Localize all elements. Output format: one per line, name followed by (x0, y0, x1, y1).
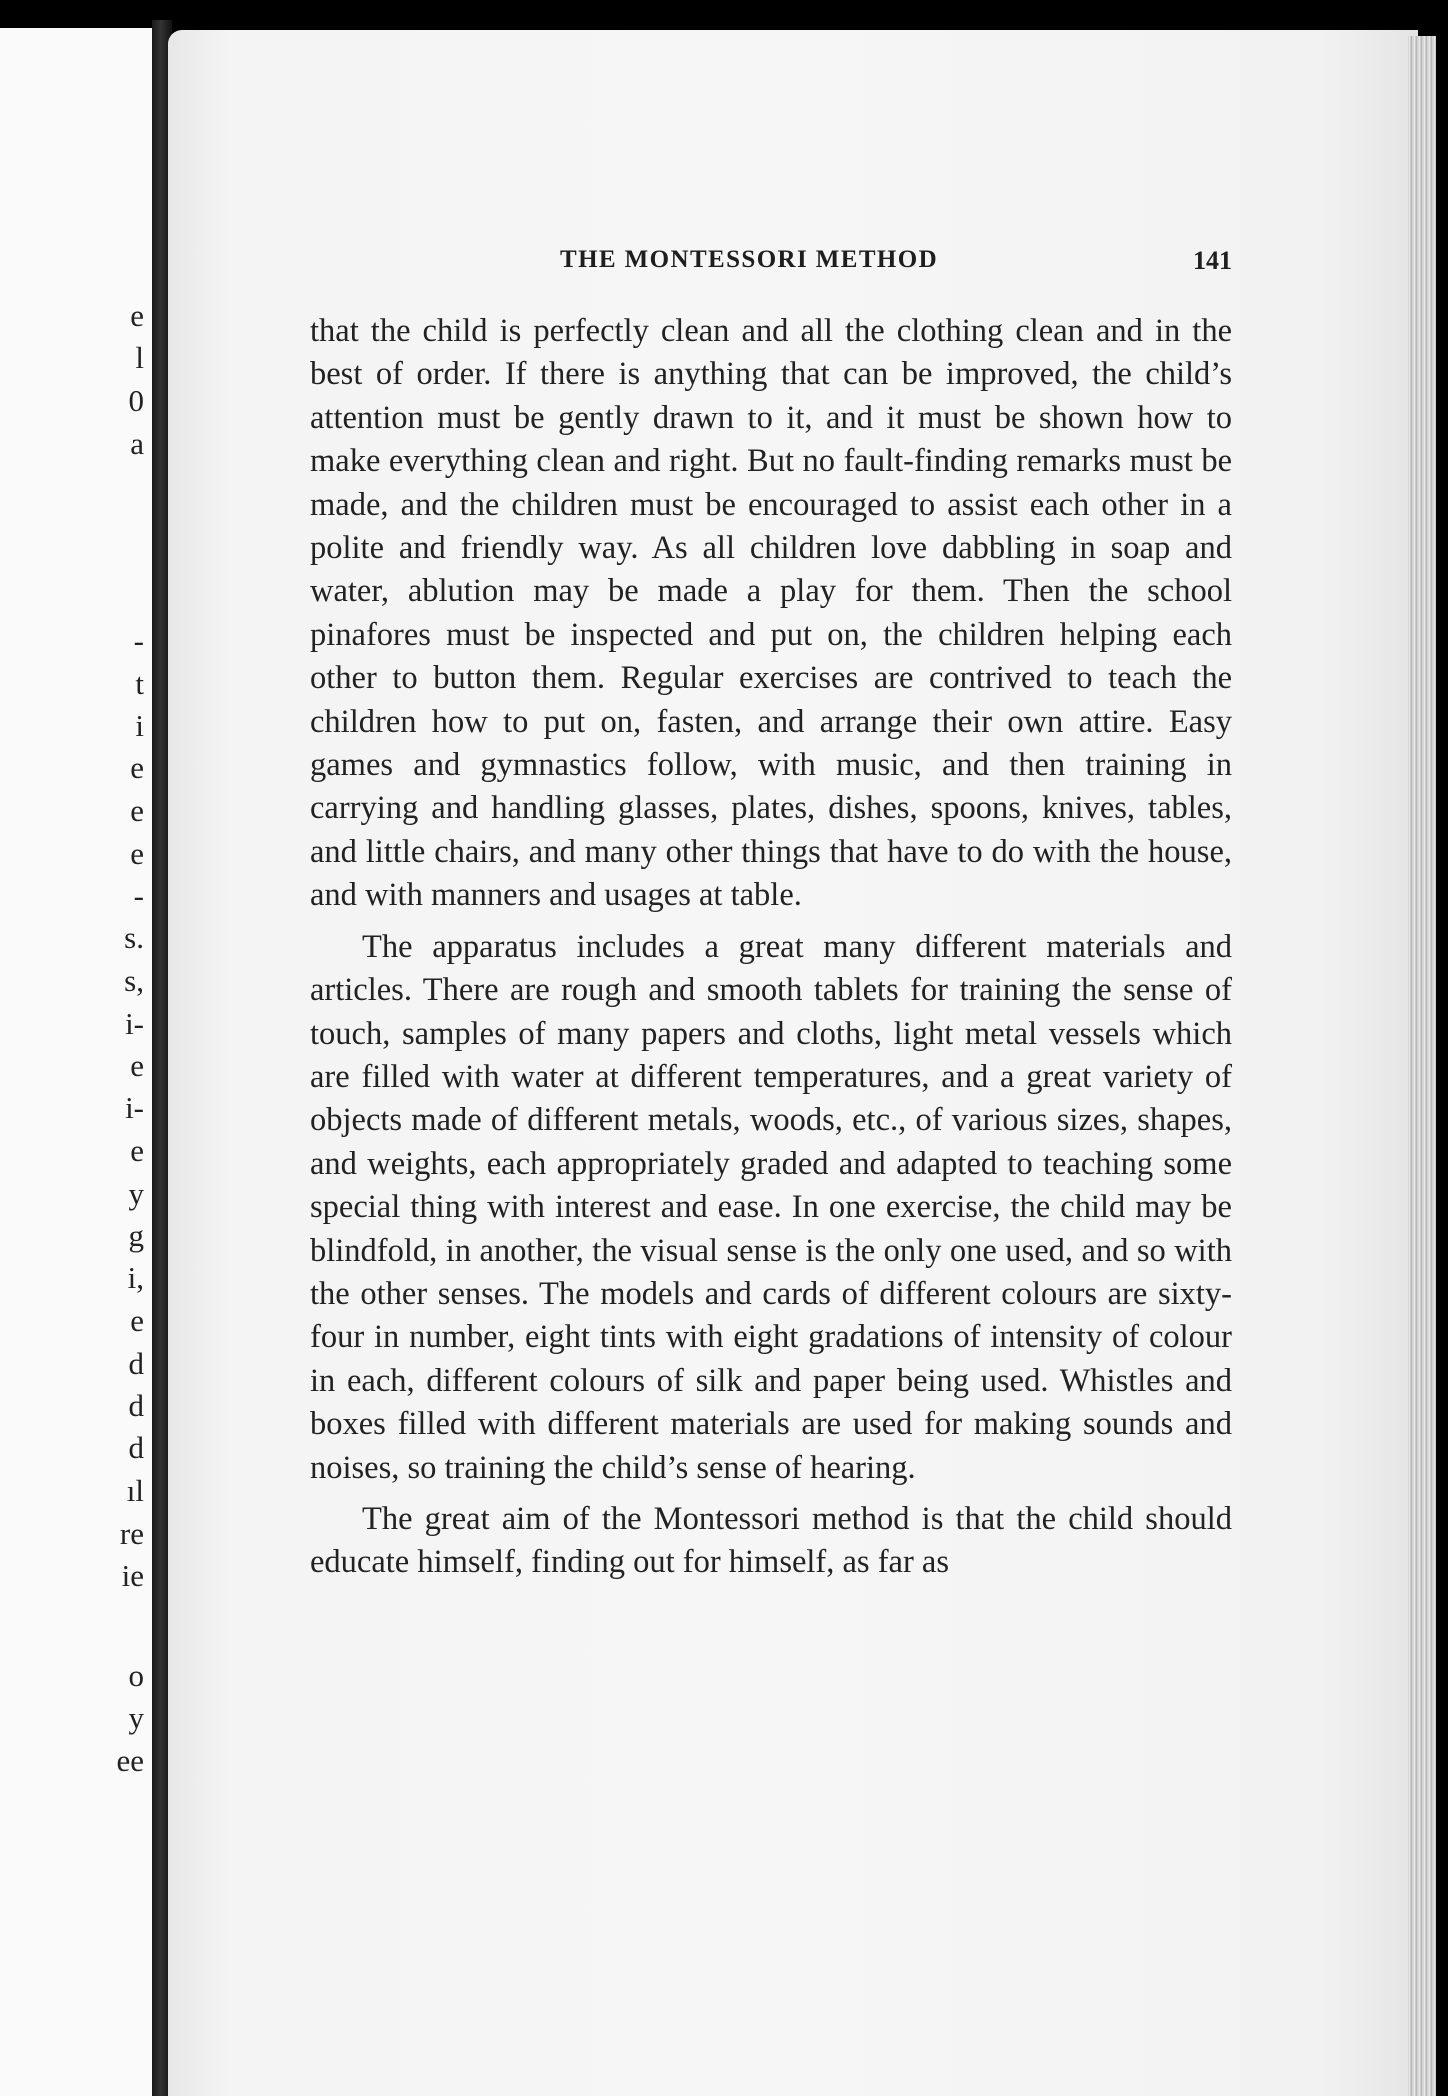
left-page-fragment: ıl (126, 1473, 144, 1508)
left-page-fragment: s. (124, 920, 144, 955)
left-page-fragment: e (130, 836, 144, 871)
left-page-fragment: re (119, 1516, 144, 1551)
left-page-fragment: d (128, 1346, 144, 1381)
left-page-fragment: - (133, 878, 144, 913)
left-page-fragment: i, (127, 1260, 144, 1295)
left-page-fragment: e (130, 793, 144, 828)
body-text (310, 310, 1232, 1585)
left-page-fragment: s, (124, 963, 144, 998)
left-page-fragment: d (128, 1388, 144, 1423)
left-page-fragment: t (135, 666, 144, 701)
left-page-fragment: ee (116, 1743, 144, 1778)
left-page-fragment: i- (125, 1090, 144, 1125)
left-page-fragment: e (130, 1303, 144, 1338)
left-page-fragment: e (130, 750, 144, 785)
paragraph: that the child is perfectly clean and all the clothing clean and in the best of order. If there is anything that can be improved, the child’s attention must be gently drawn to it, and it must be shown how to make everything clean and right. But no fault-finding remarks must be made, and the children must be encouraged to assist each other in a polite and friendly way. As all children love dabbling in soap and water, ablution may be made a play for them. Then the school pinafores must be inspected and put on, the children helping each other to button them. Regular exercises are contrived to teach the children how to put on, fasten, and arrange their own attire. Easy games and gymnastics follow, with music, and then training in carrying and handling glasses, plates, dishes, spoons, knives, tables, and little chairs, and many other things that have to do with the house, and with manners and usages at table. (310, 313, 1232, 914)
left-page-fragment: i- (125, 1006, 144, 1041)
left-page-fragment: ie (121, 1558, 144, 1593)
left-page-fragment: e (130, 1133, 144, 1168)
page-header (560, 246, 1232, 286)
left-page-fragment: e (130, 298, 144, 333)
running-head: THE MONTESSORI METHOD (560, 246, 939, 273)
left-page-fragment: e (130, 1048, 144, 1083)
page-number: 141 (1193, 246, 1232, 275)
left-page-fragment: a (130, 426, 144, 461)
left-page-fragment: i (135, 708, 144, 743)
left-page-fragment: y (128, 1700, 144, 1735)
previous-page-margin (0, 28, 152, 2096)
paragraph: The apparatus includes a great many different materials and articles. There are rough and smooth tablets for training the sense of touch, samples of many papers and cloths, light metal vessels which are filled with water at different temperatures, and a great variety of objects made of different metals, woods, etc., of various sizes, shapes, and weights, each appropriately graded and adapted to teaching some special thing with interest and ease. In one exercise, the child may be blindfold, in another, the visual sense is the only one used, and so with the other senses. The models and cards of different colours are sixty-four in number, eight tints with eight gradations of intensity of colour in each, different colours of silk and paper being used. Whistles and boxes filled with different materials are used for making sounds and noises, so training the child’s sense of hearing. (310, 928, 1232, 1486)
left-page-fragment: y (128, 1176, 144, 1211)
left-page-fragment: g (128, 1218, 144, 1253)
left-page-fragment: l (135, 340, 144, 375)
page-edges (1408, 36, 1436, 2096)
left-page-fragment: - (133, 623, 144, 658)
left-page-fragment: 0 (128, 383, 144, 418)
left-page-fragment: d (128, 1430, 144, 1465)
left-page-fragment: o (128, 1658, 144, 1693)
paragraph: The great aim of the Montessori method is that the child should educate himself, finding out for himself, as far as (310, 1500, 1232, 1581)
